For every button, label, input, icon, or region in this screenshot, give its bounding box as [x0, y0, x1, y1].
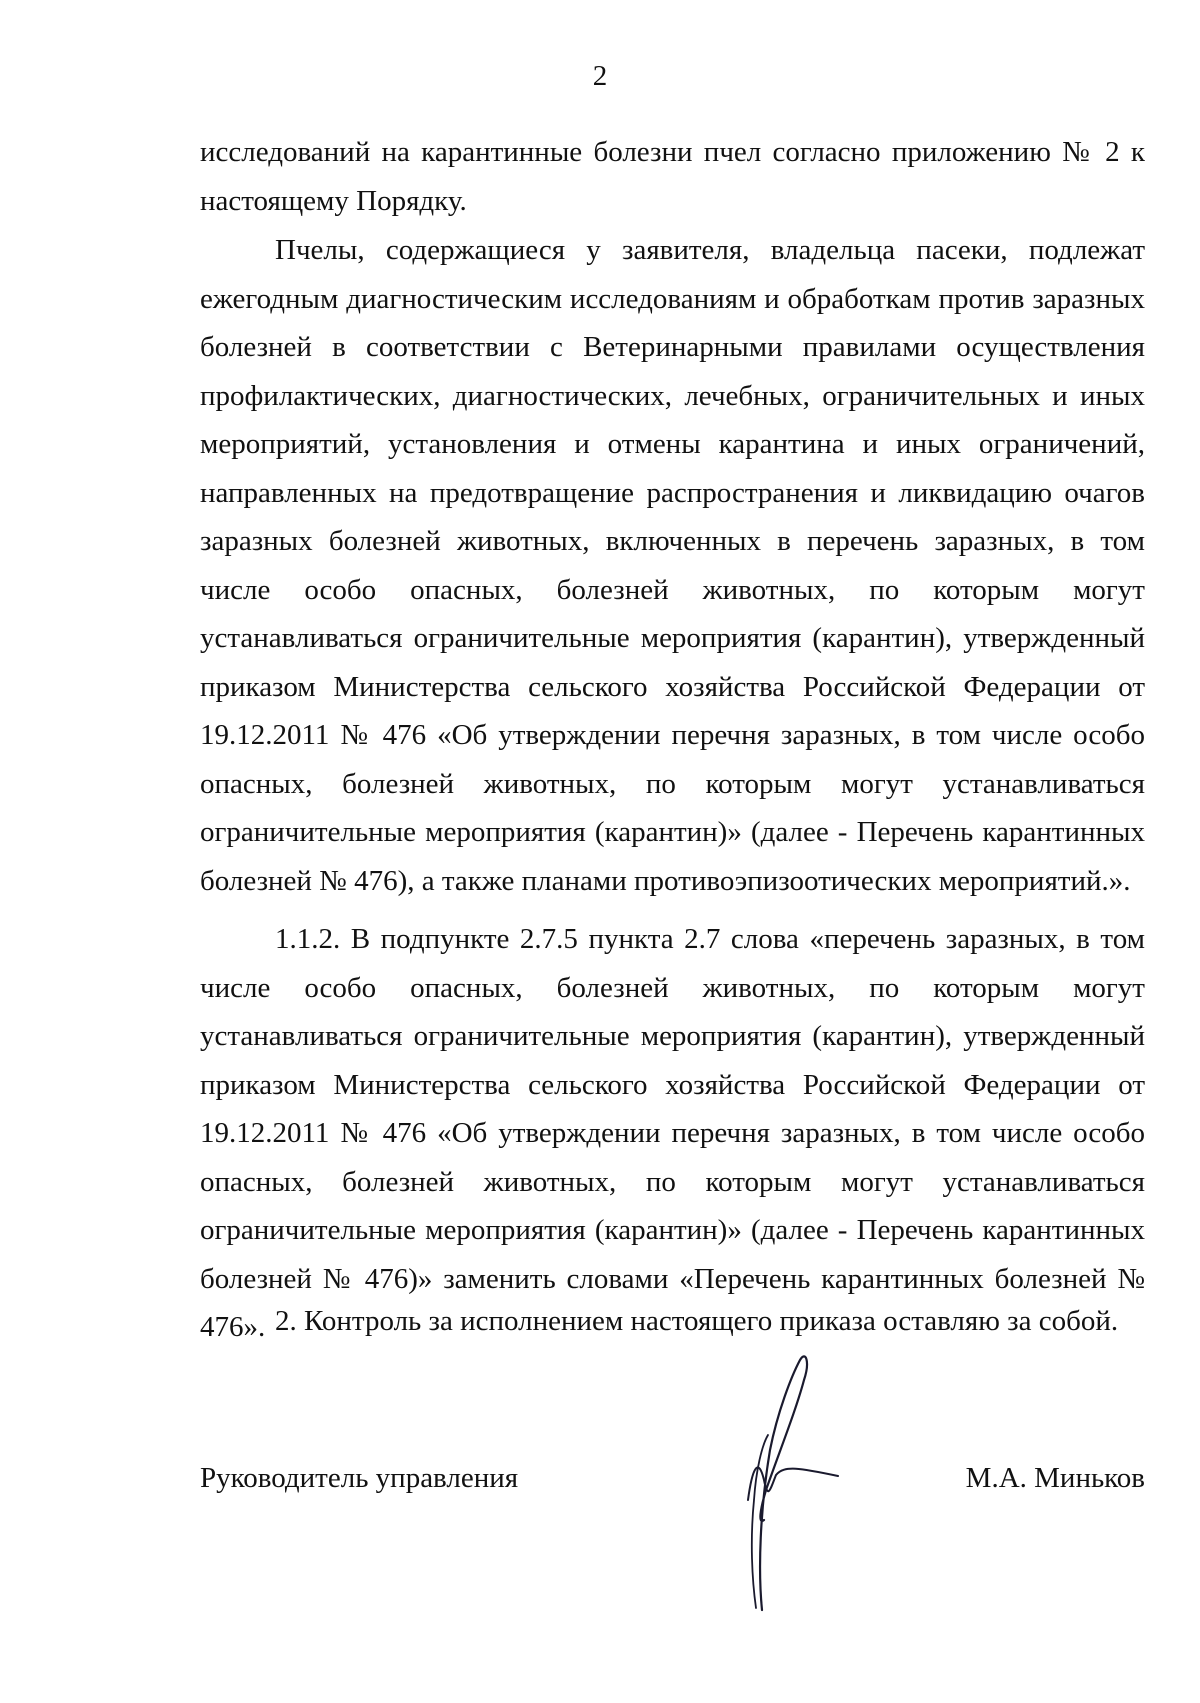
paragraph-3-text: 1.1.2. В подпункте 2.7.5 пункта 2.7 слова «перечень заразных, в том числе особо опасных, болезней животных, по которым могут устанавливаться ограничительные мероприятия (карантин), утвержденный приказом Министерства сельского хозяйства Российской Федерации от 19.12.2011 № 476 «Об утверждении перечня заразных, в том числе особо опасных, болезней животных, по которым могут устанавливаться ограничительные мероприятия (карантин)» (далее - Перечень карантинных болезней № 476)» заменить словами «Перечень карантинных болезней № 476». — [200, 923, 1145, 1343]
paragraph-bees-examination — [200, 226, 1145, 905]
paragraph-4-text: 2. Контроль за исполнением настоящего приказа оставляю за собой. — [275, 1305, 1119, 1337]
page-number: 2 — [592, 60, 608, 92]
handwritten-signature-icon — [700, 1340, 840, 1620]
paragraph-2-text: Пчелы, содержащиеся у заявителя, владельца пасеки, подлежат ежегодным диагностическим исследованиям и обработкам против заразных болезней в соответствии с Ветеринарными правилами осуществления профилактических, диагностических, лечебных, ограничительных и иных мероприятий, установления и отмены карантина и иных ограничений, направленных на предотвращение распространения и ликвидацию очагов заразных болезней животных, включенных в перечень заразных, в том числе особо опасных, болезней животных, по которым могут устанавливаться ограничительные мероприятия (карантин), утвержденный приказом Министерства сельского хозяйства Российской Федерации от 19.12.2011 № 476 «Об утверждении перечня заразных, в том числе особо опасных, болезней животных, по которым могут устанавливаться ограничительные мероприятия (карантин)» (далее - Перечень карантинных болезней № 476), а также планами противоэпизоотических мероприятий.». — [200, 234, 1145, 897]
signatory-name: М.А. Миньков — [965, 1462, 1145, 1494]
signatory-position: Руководитель управления — [200, 1462, 519, 1494]
paragraph-subclause-1-1-2 — [200, 915, 1145, 1352]
paragraph-1-text: исследований на карантинные болезни пчел согласно приложению № 2 к настоящему Порядку. — [200, 136, 1145, 217]
paragraph-control-clause — [200, 1297, 1145, 1346]
paragraph-continuation — [200, 128, 1145, 225]
